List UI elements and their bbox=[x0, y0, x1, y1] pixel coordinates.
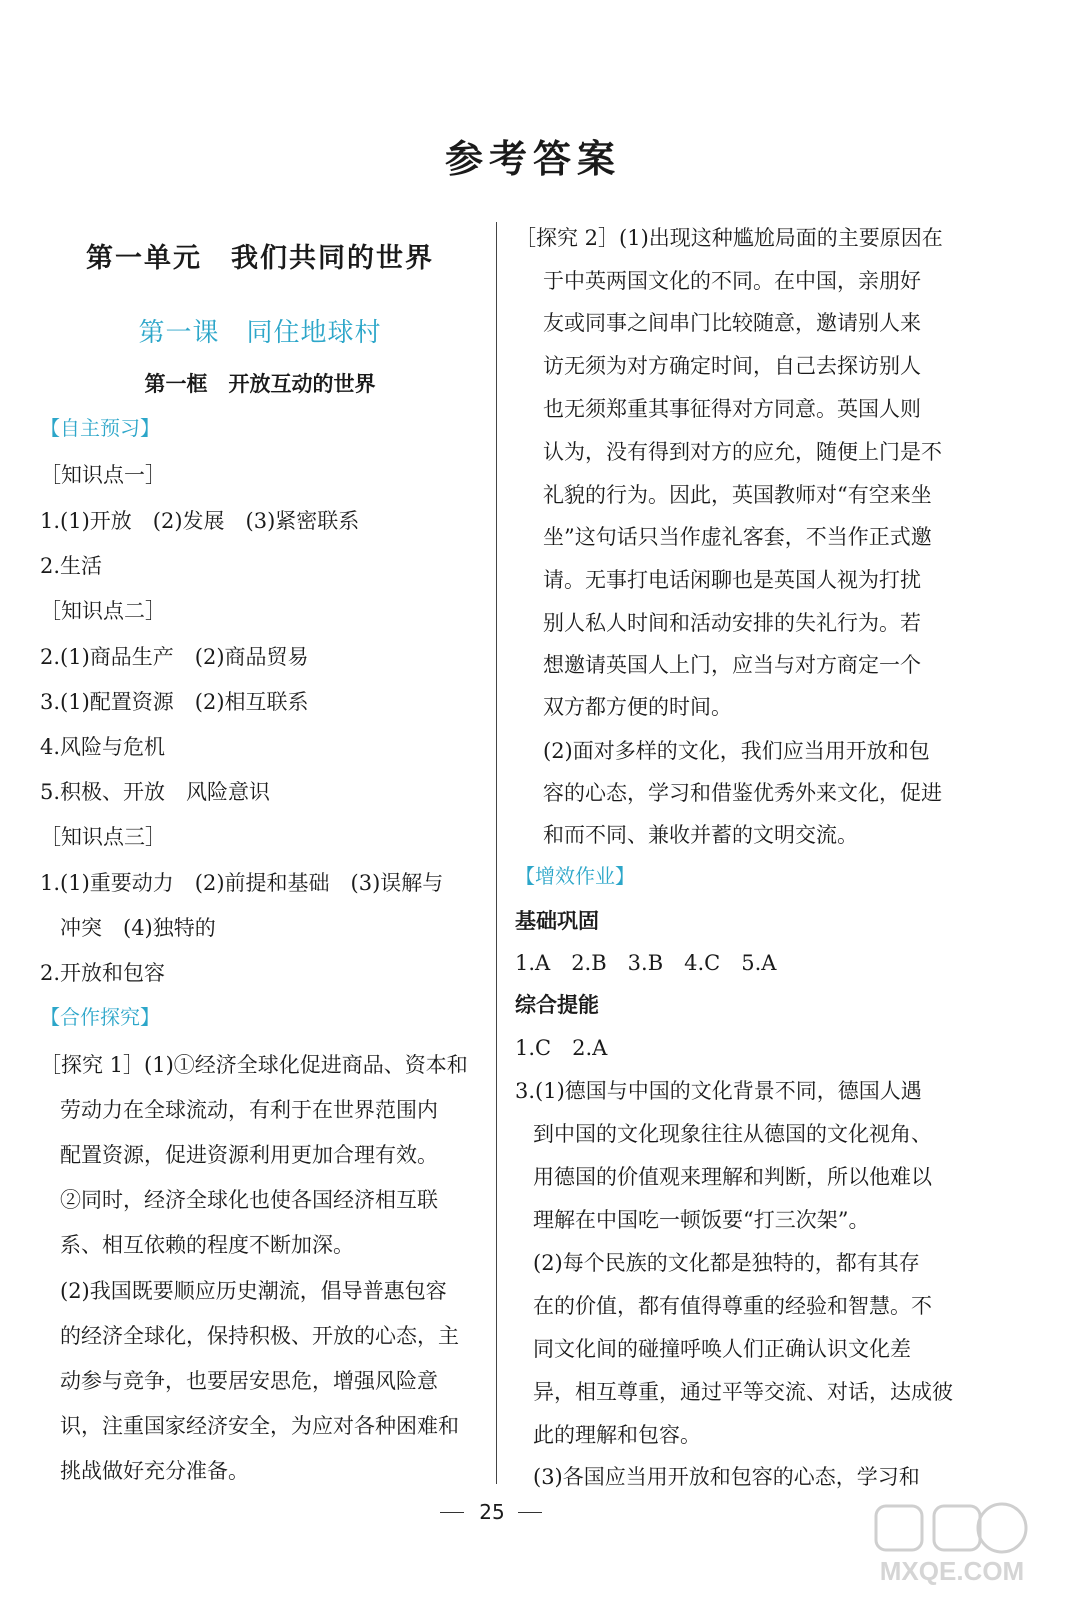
section-self-preview: 【自主预习】 bbox=[40, 416, 160, 440]
answer-line: 同文化间的碰撞呼唤人们正确认识文化差 bbox=[533, 1337, 911, 1361]
inquiry-line: 访无须为对方确定时间，自己去探访别人 bbox=[543, 354, 921, 378]
answer-line: 2.开放和包容 bbox=[40, 961, 166, 985]
subheading-comprehensive: 综合提能 bbox=[515, 993, 599, 1017]
answer-line: 在的价值，都有值得尊重的经验和智慧。不 bbox=[533, 1294, 932, 1318]
page-title: 参考答案 bbox=[444, 137, 621, 181]
inquiry-line: (2)面对多样的文化，我们应当用开放和包 bbox=[543, 739, 930, 763]
inquiry-line: 和而不同、兼收并蓄的文明交流。 bbox=[543, 823, 858, 847]
column-divider bbox=[496, 222, 497, 1484]
inquiry-line: (2)我国既要顺应历史潮流，倡导普惠包容 bbox=[60, 1279, 447, 1303]
inquiry-line: 别人私人时间和活动安排的失礼行为。若 bbox=[543, 611, 921, 635]
inquiry-line: 想邀请英国人上门，应当与对方商定一个 bbox=[543, 653, 921, 677]
inquiry-line: 动参与竞争，也要居安思危，增强风险意 bbox=[60, 1369, 438, 1393]
inquiry-line: 请。无事打电话闲聊也是英国人视为打扰 bbox=[543, 568, 921, 592]
watermark-logo-icon bbox=[852, 1500, 1052, 1590]
section-cooperative-inquiry: 【合作探究】 bbox=[40, 1005, 160, 1029]
inquiry-line: 识，注重国家经济安全，为应对各种困难和 bbox=[60, 1414, 459, 1438]
inquiry-line: 的经济全球化，保持积极、开放的心态，主 bbox=[60, 1324, 459, 1348]
footer-dash-left bbox=[440, 1512, 464, 1513]
inquiry-line: ［探究 1］(1)①经济全球化促进商品、资本和 bbox=[40, 1053, 468, 1077]
answer-line: 冲突 (4)独特的 bbox=[60, 916, 216, 940]
answer-line: 理解在中国吃一顿饭要“打三次架”。 bbox=[533, 1208, 870, 1232]
inquiry-line: 双方都方便的时间。 bbox=[543, 695, 732, 719]
answer-line: 2.生活 bbox=[40, 554, 103, 578]
inquiry-line: 配置资源，促进资源利用更加合理有效。 bbox=[60, 1143, 438, 1167]
inquiry-line: 容的心态，学习和借鉴优秀外来文化，促进 bbox=[543, 781, 942, 805]
inquiry-line: 系、相互依赖的程度不断加深。 bbox=[60, 1233, 354, 1257]
answer-line: 异，相互尊重，通过平等交流、对话，达成彼 bbox=[533, 1380, 953, 1404]
inquiry-line: 友或同事之间串门比较随意，邀请别人来 bbox=[543, 311, 921, 335]
unit-title: 第一单元 我们共同的世界 bbox=[86, 243, 434, 274]
knowledge-point-1: ［知识点一］ bbox=[40, 463, 166, 487]
answer-line: 4.风险与危机 bbox=[40, 735, 166, 759]
answer-line: 1.(1)开放 (2)发展 (3)紧密联系 bbox=[40, 509, 360, 533]
inquiry-line: ②同时，经济全球化也使各国经济相互联 bbox=[60, 1188, 438, 1212]
answer-line: 1.C 2.A bbox=[515, 1036, 608, 1060]
footer-dash-right bbox=[518, 1512, 542, 1513]
answer-line: 1.A 2.B 3.B 4.C 5.A bbox=[515, 951, 777, 975]
answer-line: 3.(1)配置资源 (2)相互联系 bbox=[40, 690, 309, 714]
answer-line: 此的理解和包容。 bbox=[533, 1423, 701, 1447]
answer-line: 2.(1)商品生产 (2)商品贸易 bbox=[40, 645, 309, 669]
answer-line: 1.(1)重要动力 (2)前提和基础 (3)误解与 bbox=[40, 871, 444, 895]
lesson-title: 第一课 同住地球村 bbox=[138, 318, 382, 348]
page-number: 25 bbox=[479, 1500, 505, 1524]
subheading-basics: 基础巩固 bbox=[515, 909, 599, 933]
answer-line: (2)每个民族的文化都是独特的，都有其存 bbox=[533, 1251, 920, 1275]
inquiry-line: ［探究 2］(1)出现这种尴尬局面的主要原因在 bbox=[515, 226, 943, 250]
inquiry-line: 坐”这句话只当作虚礼客套，不当作正式邀 bbox=[543, 525, 932, 549]
inquiry-line: 于中英两国文化的不同。在中国，亲朋好 bbox=[543, 269, 921, 293]
inquiry-line: 认为，没有得到对方的应允，随便上门是不 bbox=[543, 440, 942, 464]
answer-line: 5.积极、开放 风险意识 bbox=[40, 780, 271, 804]
answer-line: 3.(1)德国与中国的文化背景不同，德国人遇 bbox=[515, 1079, 922, 1103]
answer-line: 用德国的价值观来理解和判断，所以他难以 bbox=[533, 1165, 932, 1189]
inquiry-line: 劳动力在全球流动，有利于在世界范围内 bbox=[60, 1098, 438, 1122]
answer-line: 到中国的文化现象往往从德国的文化视角、 bbox=[533, 1122, 932, 1146]
knowledge-point-2: ［知识点二］ bbox=[40, 599, 166, 623]
section-homework: 【增效作业】 bbox=[515, 864, 635, 888]
frame-title: 第一框 开放互动的世界 bbox=[144, 372, 376, 396]
inquiry-line: 挑战做好充分准备。 bbox=[60, 1459, 249, 1483]
watermark-text: MXQE.COM bbox=[879, 1556, 1025, 1586]
knowledge-point-3: ［知识点三］ bbox=[40, 825, 166, 849]
inquiry-line: 也无须郑重其事征得对方同意。英国人则 bbox=[543, 397, 921, 421]
answer-line: (3)各国应当用开放和包容的心态，学习和 bbox=[533, 1465, 920, 1489]
inquiry-line: 礼貌的行为。因此，英国教师对“有空来坐 bbox=[543, 483, 932, 507]
